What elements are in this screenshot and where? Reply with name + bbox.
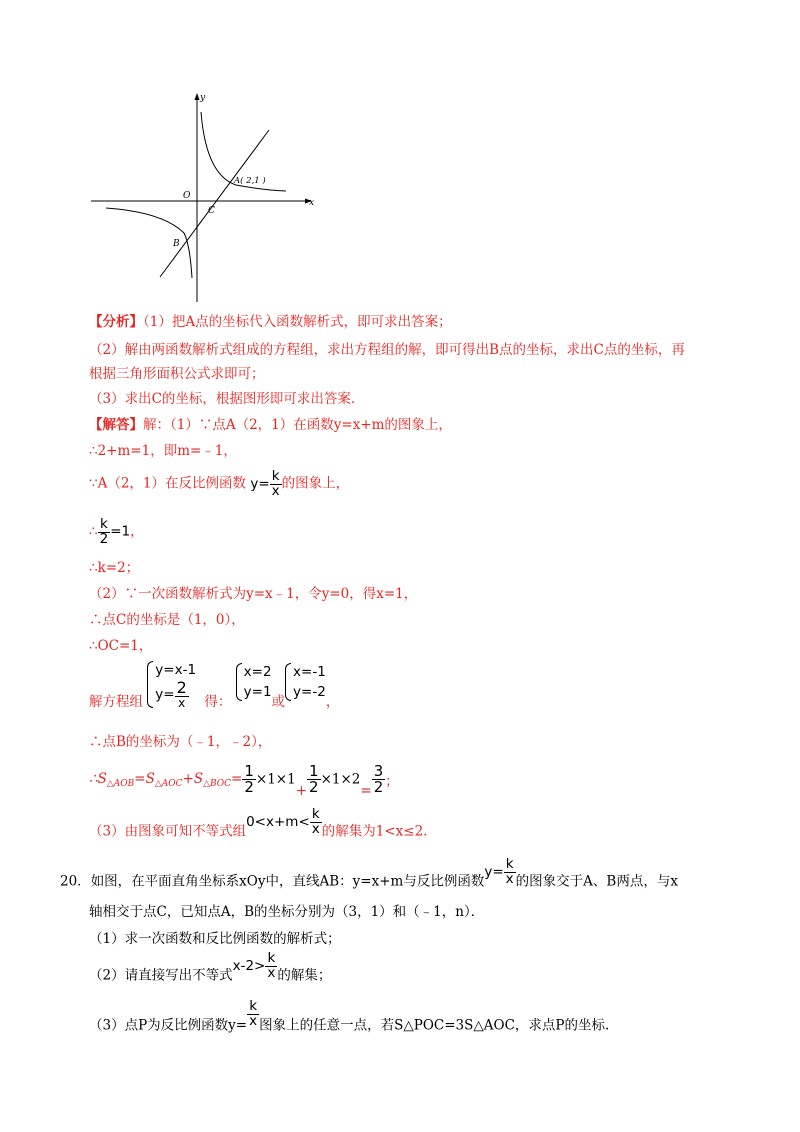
k-over-2-fraction: $\frac{k}{2}$: [99, 516, 109, 547]
question-1: （1）求一次函数和反比例函数的解析式；: [89, 931, 341, 947]
solution-tag: 【解答】: [89, 417, 143, 433]
analysis-line-1: [89, 312, 452, 332]
solution-line-8: ∴OC=1，: [89, 638, 153, 654]
therefore-symbol: ∴: [89, 523, 98, 540]
question-3-end: 图象上的任意一点，若S△POC=3S△AOC，求点P的坐标.: [259, 1017, 610, 1034]
get-label: 得：: [204, 694, 232, 710]
solution-system-1: x=2 y=1: [236, 662, 272, 702]
part-3-text: （3）由图象可知不等式组: [89, 823, 247, 840]
question-2-text: （2）请直接写出不等式: [89, 967, 233, 984]
line-graph: [160, 130, 269, 277]
k-over-x-fraction: $\frac{k}{x}$: [271, 468, 280, 499]
plus-sign: +: [295, 783, 308, 799]
solution-system-2: x=-1 y=-2: [285, 662, 326, 702]
y-axis-arrow: [195, 93, 200, 100]
analysis-line-4: （3）求出C的坐标，根据图形即可求出答案．: [89, 391, 365, 407]
analysis-line-3: 根据三角形面积公式求即可；: [89, 366, 265, 382]
k-over-x-fraction: $\frac{k}{x}$: [249, 998, 258, 1029]
problem-20-line-1: [60, 858, 678, 890]
k-over-x-fraction: $\frac{k}{x}$: [505, 856, 514, 887]
problem-text-1b: 的图象交于A、B两点，与x: [515, 873, 678, 890]
solution-line-7: ∴点C的坐标是（1，0），: [89, 612, 245, 628]
product-1: ×1×1: [255, 771, 296, 788]
solution-text-3a: ∵A（2，1）在反比例函数: [89, 475, 247, 492]
question-3-text: （3）点P为反比例函数y=: [89, 1017, 248, 1034]
function-graph: [88, 90, 328, 305]
comma: ，: [325, 694, 340, 710]
inequality: x-2>: [232, 958, 266, 974]
problem-20-line-2: 轴相交于点C，已知点A，B的坐标分别为（3，1）和（﹣1，n）．: [89, 904, 485, 920]
y-label: y: [200, 93, 206, 103]
equals-sign: =: [360, 783, 372, 799]
analysis-tag: 【分析】: [89, 314, 143, 330]
solution-line-1: [89, 415, 452, 435]
product-2: ×1×2: [320, 771, 361, 788]
question-2-end: 的解集；: [277, 967, 332, 984]
solution-line-3: [89, 470, 349, 498]
solution-line-5: ∴k=2；: [89, 560, 140, 576]
k-over-x-fraction: $\frac{k}{x}$: [311, 806, 320, 837]
frac-lhs: y=: [250, 476, 270, 492]
solution-line-10: ∴点B的坐标为（﹣1，﹣2），: [89, 734, 272, 750]
equation-system: [147, 660, 196, 709]
frac-lhs: y=: [484, 864, 504, 880]
solve-system-label: 解方程组: [89, 694, 143, 710]
question-3: [89, 1000, 609, 1034]
result-fraction: $\frac{3}{2}$: [373, 762, 384, 796]
problem-number: 20．: [60, 873, 91, 890]
solution-line-2: ∴2+m=1，即m=﹣1，: [89, 443, 237, 459]
area-equation-line: [89, 764, 399, 799]
equation-1: y=x-1: [155, 662, 197, 678]
equation-2: y= $\frac{2}{x}$: [155, 678, 187, 710]
half-fraction-2: $\frac{1}{2}$: [309, 762, 319, 796]
or-label: 或: [271, 694, 286, 710]
solution-part-3: [89, 808, 427, 840]
semicolon: ；: [385, 773, 399, 790]
equals-one: =1: [110, 523, 131, 540]
half-fraction-1: $\frac{1}{2}$: [244, 762, 254, 796]
point-b-label: B: [173, 239, 180, 249]
point-c-label: C: [208, 206, 215, 216]
solution-text-3b: 的图象上，: [281, 475, 350, 492]
problem-text-1a: 如图，在平面直角坐标系xOy中，直线AB：y=x+m与反比例函数: [90, 873, 485, 890]
analysis-text-1: （1）把A点的坐标代入函数解析式，即可求出答案；: [143, 314, 452, 330]
equation-system-line: [89, 660, 339, 710]
solution-text-1: 解：（1）∵点A（2，1）在函数y=x+m的图象上，: [143, 417, 452, 433]
point-a-label: A( 2,1 ): [234, 176, 266, 186]
origin-label: O: [183, 191, 191, 201]
inequality-group: 0<x+m<: [246, 814, 310, 830]
comma: ，: [130, 523, 144, 540]
solution-line-4: [89, 518, 144, 546]
solution-set-text: 的解集为1<x≤2.: [321, 823, 428, 840]
area-expression: $\therefore S_{\triangle AOB}=S_{\triangle AOC}+S_{\triangle BOC}=$: [89, 770, 243, 789]
k-over-x-fraction: $\frac{k}{x}$: [267, 950, 276, 981]
x-label: x: [309, 198, 315, 208]
solution-line-6: （2）∵一次函数解析式为y=x﹣1，令y=0，得x=1，: [89, 586, 418, 602]
analysis-line-2: （2）解由两函数解析式组成的方程组，求出方程组的解，即可得出B点的坐标，求出C点的坐标，再: [89, 342, 685, 358]
question-2: [89, 952, 331, 984]
